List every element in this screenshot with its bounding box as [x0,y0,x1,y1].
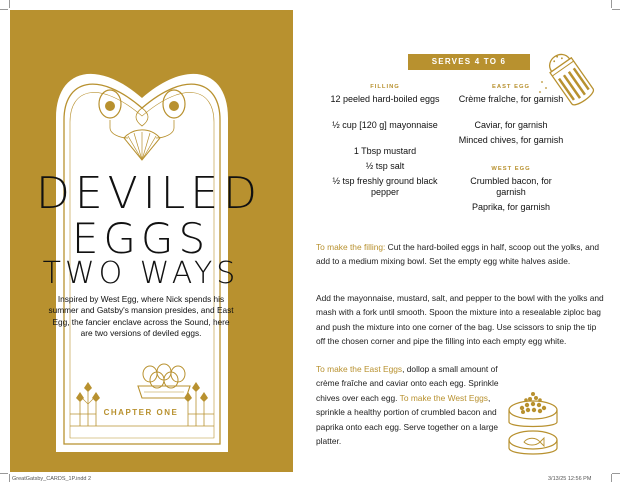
ingredient-item: Caviar, for garnish [474,120,548,130]
ingredient-item: ½ tsp freshly ground black pepper [332,176,438,197]
step-filling [316,240,606,269]
step-lead: To make the West Eggs [399,392,488,403]
title-line-3: TWO WAYS [42,256,240,291]
filling-heading: FILLING [370,84,400,90]
intro-paragraph: Inspired by West Egg, where Nick spends his summer and Gatsby's mansion presides, and East Egg, the fancier enclave across the Sound, here are two versions of deviled eggs. [48,294,234,339]
step-mix: Add the mayonnaise, mustard, salt, and pepper to the bowl with the yolks and mash with a fork until smooth. Spoon the mixture into a resealable ziploc bag and push the mixture into one corner of the bag. Use scissors to snip the tip off the chosen corner and pipe the filling into each empty egg white. [316,293,604,347]
crop-mark [611,474,612,482]
ingredient-item: Paprika, for garnish [471,202,551,212]
ingredient-item: Crème fraîche, for garnish [458,94,564,104]
ingredient-item: 12 peeled hard-boiled eggs [330,94,440,104]
ingredient-item: 1 Tbsp mustard [353,146,417,156]
ingredient-item: ½ tsp salt [365,161,405,171]
crop-mark [612,9,620,10]
salt-shaker-icon [538,40,604,118]
caviar-tin-icon [500,386,566,462]
east-egg-heading: EAST EGG [492,84,530,90]
crop-mark [611,0,612,8]
step-lead: To make the East Eggs [316,364,403,374]
title-line-2: EGGS [71,214,211,263]
step-garnish [316,362,516,448]
ingredient-item: ½ cup [120 g] mayonnaise [332,120,438,130]
footer-timestamp: 3/13/25 12:56 PM [548,476,592,482]
title-line-1: DEVILED [36,168,262,219]
footer-filename: GreatGatsby_CARDS_1P.indd 2 [12,476,92,482]
ingredient-item: Crumbled bacon, for garnish [470,176,552,197]
step-body: Cut the hard-boiled eggs in half, scoop out the yolks, and add to a medium mixing bowl. Set the empty egg white halves aside. [316,242,600,267]
step-lead: To make the filling: [316,242,386,252]
chapter-label: CHAPTER ONE [103,408,179,417]
ingredient-item: Minced chives, for garnish [458,135,564,145]
step-body: , dollop a small amount of crème fraîche and caviar onto each egg. Sprinkle chives over each egg. [316,364,499,403]
step-body: , sprinkle a healthy portion of crumbled bacon and paprika onto each egg. Serve together on a large platter. [316,392,499,447]
west-egg-heading: WEST EGG [491,166,531,172]
crop-mark [612,473,620,474]
serves-banner: SERVES 4 TO 6 [408,54,530,70]
